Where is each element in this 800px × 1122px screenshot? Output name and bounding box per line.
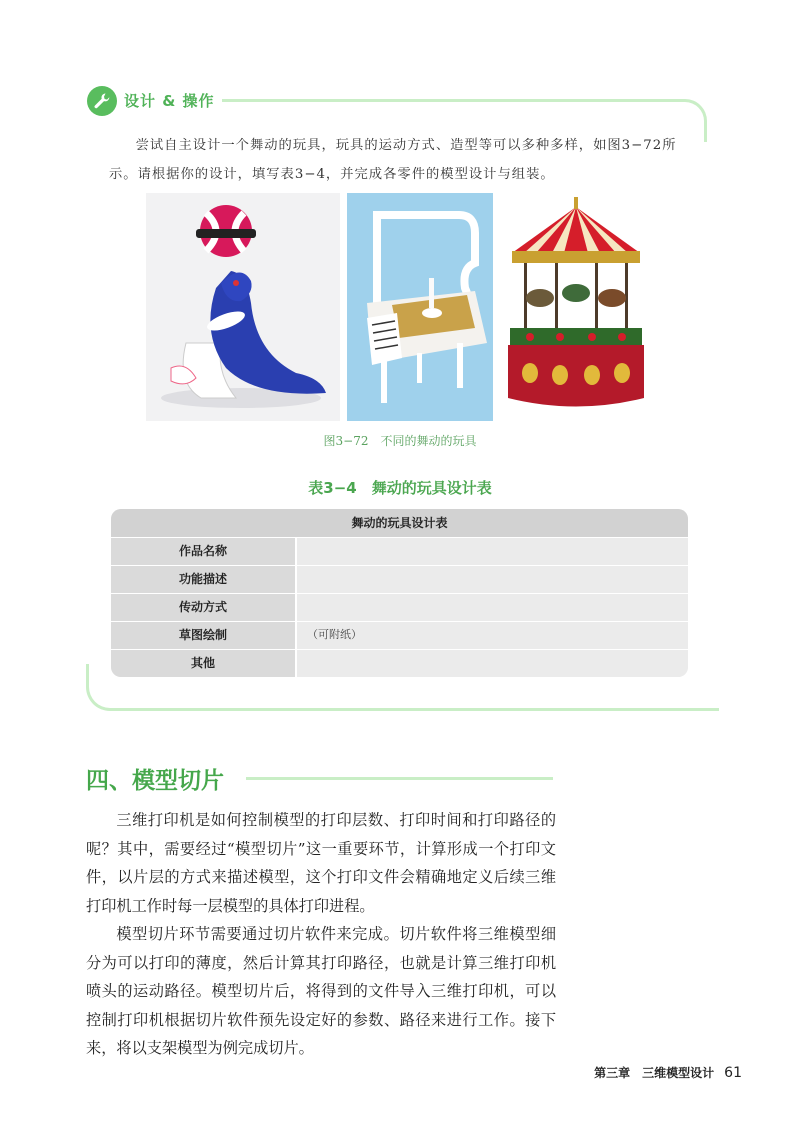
piano-toy-photo bbox=[347, 193, 493, 421]
figure-caption: 图3−72 不同的舞动的玩具 bbox=[323, 434, 477, 448]
row-label: 功能描述 bbox=[111, 566, 295, 593]
row-value bbox=[295, 594, 688, 621]
table-header: 舞动的玩具设计表 bbox=[111, 509, 688, 537]
row-label: 作品名称 bbox=[111, 538, 295, 565]
body-paragraph: 模型切片环节需要通过切片软件来完成。切片软件将三维模型细分为可以打印的薄度，然后计算其打印路径，也就是计算三维打印机喷头的运动路径。模型切片后，将得到的文件导入三维打印机，可以控制打印机根据切片软件预先设定好的参数、路径来进行工作。接下来，将以支架模型为例完成切片。 bbox=[86, 925, 556, 1057]
design-table bbox=[111, 509, 688, 677]
page-footer bbox=[594, 1064, 742, 1081]
row-value bbox=[295, 566, 688, 593]
table-row bbox=[111, 565, 688, 593]
seal-toy-photo bbox=[146, 193, 340, 421]
row-label: 草图绘制 bbox=[111, 622, 295, 649]
row-label: 其他 bbox=[111, 650, 295, 677]
table-row bbox=[111, 593, 688, 621]
table-title: 表3−4 舞动的玩具设计表 bbox=[308, 479, 492, 497]
wrench-icon bbox=[87, 86, 117, 116]
table-row bbox=[111, 621, 688, 649]
row-value bbox=[295, 650, 688, 677]
table-row bbox=[111, 649, 688, 677]
chapter-label: 第三章 三维模型设计 bbox=[594, 1066, 715, 1080]
activity-intro: 尝试自主设计一个舞动的玩具，玩具的运动方式、造型等可以多种多样，如图3−72所示。请根据你的设计，填写表3−4，并完成各零件的模型设计与组装。 bbox=[109, 138, 677, 182]
row-label: 传动方式 bbox=[111, 594, 295, 621]
page-number: 61 bbox=[724, 1065, 742, 1081]
body-paragraph: 三维打印机是如何控制模型的打印层数、打印时间和打印路径的呢？其中，需要经过“模型切片”这一重要环节，计算形成一个打印文件，以片层的方式来描述模型，这个打印文件会精确地定义后续三维打印机工作时每一层模型的具体打印进程。 bbox=[86, 811, 556, 915]
section-divider bbox=[246, 777, 553, 780]
carousel-toy-photo bbox=[500, 193, 652, 421]
table-row bbox=[111, 537, 688, 565]
activity-title: 设计 & 操作 bbox=[124, 92, 215, 110]
section-title: 四、模型切片 bbox=[86, 768, 224, 794]
row-value: （可附纸） bbox=[295, 622, 688, 649]
row-value bbox=[295, 538, 688, 565]
